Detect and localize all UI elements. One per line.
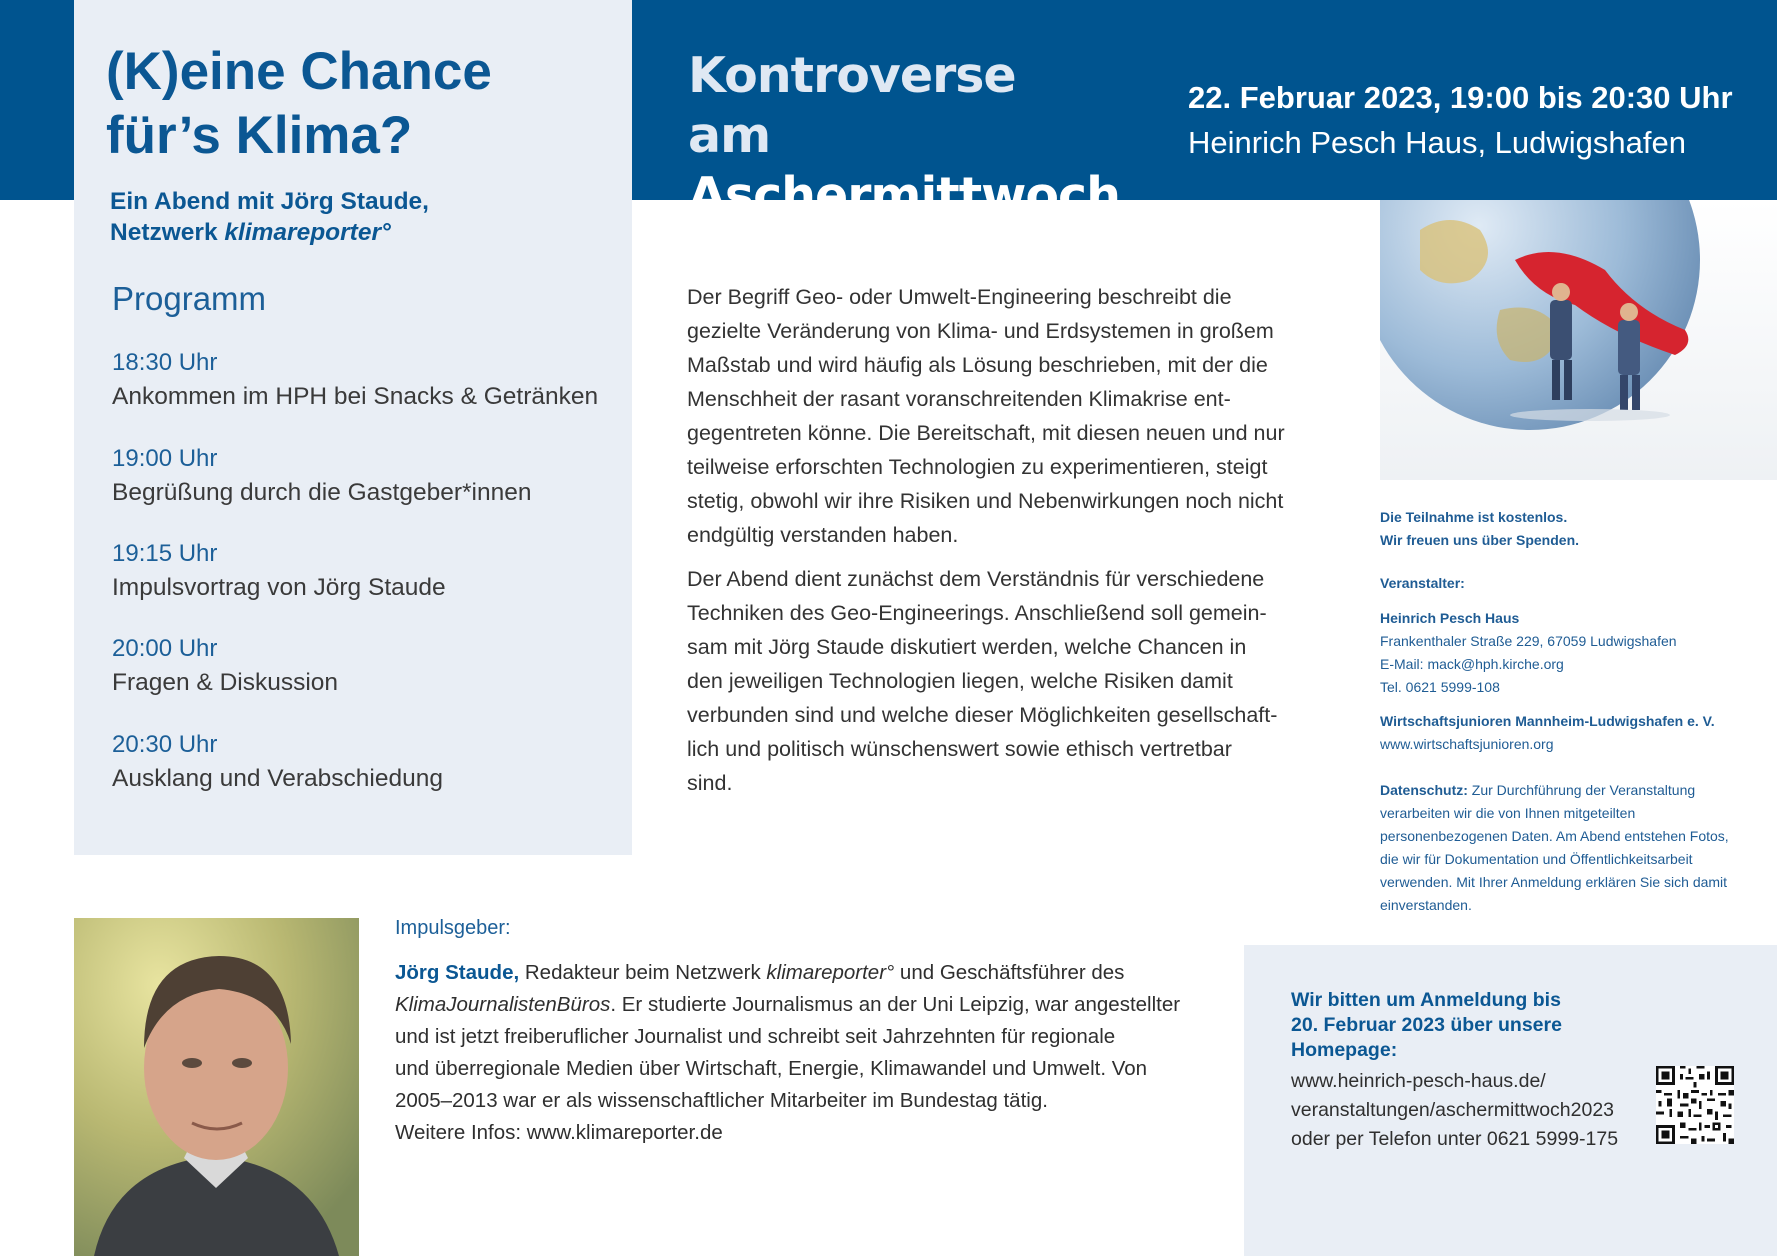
registration-details (1291, 1067, 1631, 1154)
registration-phone: oder per Telefon unter 0621 5999-175 (1291, 1128, 1619, 1150)
program-desc: Impulsvortrag von Jörg Staude (112, 574, 446, 601)
registration-heading: Wir bitten um Anmeldung bis 20. Februar 2023 über unsere Homepage: (1291, 989, 1562, 1061)
program-desc: Ankommen im HPH bei Snacks & Getränken (112, 383, 599, 410)
event-location: Heinrich Pesch Haus, Ludwigshafen (1188, 125, 1686, 160)
qr-code-icon[interactable] (1656, 1066, 1734, 1144)
program-item (112, 728, 632, 796)
program-time: 20:00 Uhr (112, 635, 218, 662)
privacy-note: Datenschutz: Zur Durchführung der Veranstaltung verarbeiten wir die von Ihnen mitgeteilten personenbezogenen Daten. Am Abend entstehen Fotos, die wir für Dokumentation und Öffentlichkeitsarbeit verwenden. Mit Ihrer Anmeldung erklären Sie sich damit einverstanden. (1380, 782, 1729, 913)
program-item (112, 537, 632, 605)
page-title: (K)eine Chance für’s Klima? (106, 42, 492, 165)
program-desc: Fragen & Diskussion (112, 669, 339, 696)
globe-photo (1380, 200, 1777, 480)
program-time: 20:30 Uhr (112, 731, 218, 758)
program-item (112, 442, 632, 510)
speaker-more-info[interactable]: Weitere Infos: www.klimareporter.de (395, 1121, 723, 1144)
program-desc: Ausklang und Verabschiedung (112, 765, 444, 792)
organizer-wj: Wirtschaftsjunioren Mannheim-Ludwigshafen e. V. www.wirtschaftsjunioren.org (1380, 713, 1715, 752)
speaker-bio: Jörg Staude, Redakteur beim Netzwerk klimareporter° und Geschäftsführer des KlimaJournalistenBüros. Er studierte Journalismus an der Uni Leipzig, war angestellter und ist jetzt freiberuflicher Journalist und schreibt seit Jahrzehnten für regionale und überregionale Medien über Wirtschaft, Energie, Klimawandel und Umwelt. Von 2005–2013 war er als wissenschaftlicher Mitarbeiter im Bundestag tätig. (395, 961, 1181, 1112)
program-desc: Begrüßung durch die Gastgeber*innen (112, 479, 532, 506)
participation-note: Die Teilnahme ist kostenlos. Wir freuen uns über Spenden. (1380, 509, 1580, 548)
page-subtitle: Ein Abend mit Jörg Staude, Netzwerk klimareporter° (110, 188, 429, 246)
program-item (112, 632, 632, 700)
event-title: Kontroverse am Aschermittwoch (688, 47, 1120, 224)
program-time: 19:00 Uhr (112, 445, 218, 472)
registration-url[interactable]: www.heinrich-pesch-haus.de/ (1291, 1070, 1546, 1092)
organizer-label: Veranstalter: (1380, 575, 1465, 591)
speaker-heading: Impulsgeber: (395, 917, 511, 939)
event-date: 22. Februar 2023, 19:00 bis 20:30 Uhr (1188, 80, 1733, 115)
program-time: 18:30 Uhr (112, 349, 218, 376)
program-time: 19:15 Uhr (112, 540, 218, 567)
speaker-portrait (74, 918, 359, 1256)
program-heading: Programm (112, 280, 267, 317)
registration-url-path[interactable]: veranstaltungen/aschermittwoch2023 (1291, 1099, 1615, 1121)
program-item (112, 346, 632, 414)
discussion-paragraph: Der Abend dient zunächst dem Verständnis für verschiedene Techniken des Geo-Engineerings. Anschließend soll gemein- sam mit Jörg Staude diskutiert werden, welche Chancen in den jeweiligen Technologien liegen, welche Risiken damit verbunden sind und welche dieser Möglichkeiten gesellschaft- lich und politisch wünschenswert sowie ethisch vertretbar sind. (687, 567, 1278, 795)
organizer-hph: Heinrich Pesch Haus Frankenthaler Straße 229, 67059 Ludwigshafen E-Mail: mack@hph.kirche.org Tel. 0621 5999-108 (1380, 610, 1677, 695)
intro-paragraph: Der Begriff Geo- oder Umwelt-Engineering beschreibt die gezielte Veränderung von Klima- und Erdsystemen in großem Maßstab und wird häufig als Lösung beschrieben, mit der die Menschheit der rasant voranschreitenden Klimakrise ent- gegentreten könne. Die Bereitschaft, mit diesen neuen und nur teilweise erforschten Technologien zu experimentieren, steigt stetig, obwohl wir ihre Risiken und Nebenwirkungen noch nicht endgültig verstanden haben. (687, 285, 1285, 547)
